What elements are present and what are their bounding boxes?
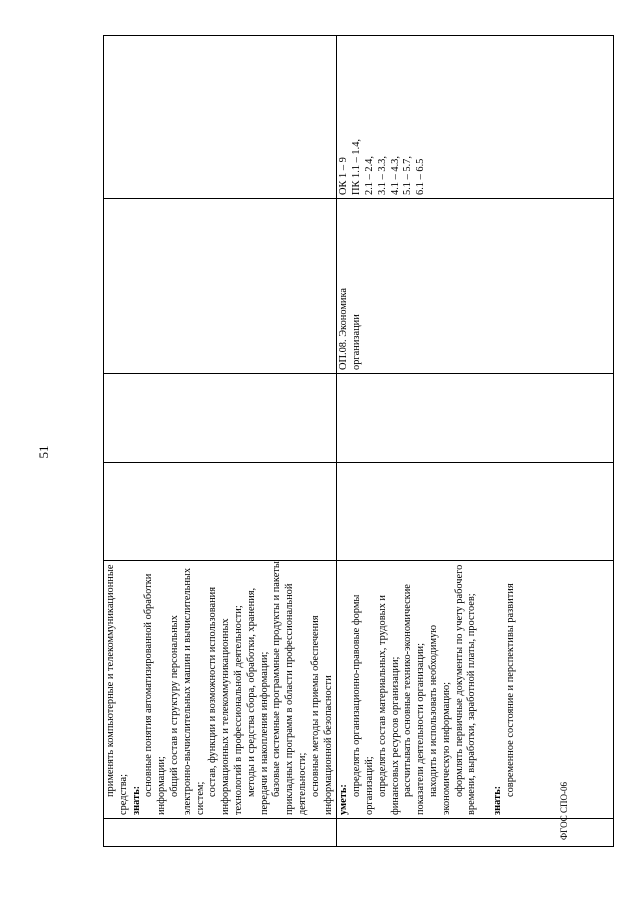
text-line: уметь:: [338, 784, 350, 815]
text-line: систем;: [194, 781, 206, 815]
text-line: определять организационно-правовые формы: [351, 594, 363, 797]
text-line: находить и использовать необходимую: [427, 624, 439, 797]
curriculum-table: [103, 35, 614, 847]
page-number: 51: [36, 445, 51, 459]
text-line: организаций;: [363, 756, 375, 815]
footer-standard-code: ФГОС СПО-06: [559, 782, 569, 840]
text-line: передачи и накопления информации;: [258, 651, 270, 815]
text-line: экономическую информацию;: [440, 681, 452, 815]
competency-cell: [337, 36, 614, 199]
text-line: методы и средства сбора, обработки, хранения,: [245, 587, 257, 797]
index-cell: [337, 819, 614, 847]
text-line: знать:: [130, 785, 142, 815]
text-line: определять состав материальных, трудовых и: [376, 595, 388, 797]
text-line: общий состав и структуру персональных: [168, 615, 180, 797]
text-line: знать:: [491, 785, 503, 815]
text-line: [479, 564, 492, 815]
text-line: деятельности;: [296, 752, 308, 815]
content-cell: [337, 561, 614, 819]
text-line: организации: [351, 314, 363, 370]
text-line: оформлять первичные документы по учету рабочего: [453, 564, 465, 797]
text-line: информационных и телекоммуникационных: [220, 618, 232, 815]
table-row: [337, 36, 614, 847]
text-line: основные понятия автоматизированной обработки: [143, 573, 155, 797]
table-row: [104, 36, 337, 847]
text-line: прикладных программ в области профессиональной: [284, 583, 296, 815]
text-line: электронно-вычислительных машин и вычислительных: [181, 567, 193, 815]
text-line: основные методы и приемы обеспечения: [309, 615, 321, 797]
text-line: 2.1 – 2.4,: [363, 156, 375, 195]
text-line: финансовых ресурсов организации;: [389, 656, 401, 815]
text-line: 6.1 – 6.5: [415, 158, 427, 195]
max-hours-cell: [104, 463, 337, 561]
text-line: состав, функции и возможности использования: [207, 586, 219, 797]
text-line: информации;: [156, 756, 168, 815]
text-line: ПК 1.1 – 1.4,: [351, 139, 363, 195]
mandatory-hours-cell: [104, 374, 337, 463]
max-hours-cell: [337, 463, 614, 561]
text-line: рассчитывать основные технико-экономические: [402, 584, 414, 797]
text-line: показатели деятельности организации;: [415, 643, 427, 815]
text-line: ОП.08. Экономика: [338, 288, 350, 370]
text-line: 4.1 – 4.3,: [389, 156, 401, 195]
text-line: 5.1 – 5.7,: [402, 156, 414, 195]
discipline-cell: [104, 199, 337, 374]
competency-cell: [104, 36, 337, 199]
text-line: 3.1 – 3.3,: [376, 156, 388, 195]
text-line: технологий в профессиональной деятельности;: [232, 605, 244, 815]
rotated-page-content: [103, 36, 581, 847]
text-line: применять компьютерные и телекоммуникационные: [105, 564, 116, 797]
text-line: ОК 1 – 9: [338, 157, 350, 195]
text-line: информационной безопасности: [322, 675, 334, 815]
text-line: времени, выработки, заработной платы, простоев;: [466, 593, 478, 815]
text-line: средства;: [117, 774, 129, 815]
discipline-cell: [337, 199, 614, 374]
text-line: базовые системные программные продукты и пакеты: [271, 561, 283, 797]
index-cell: [104, 819, 337, 847]
text-line: современное состояние и перспективы развития: [504, 583, 516, 797]
content-cell: [104, 561, 337, 819]
mandatory-hours-cell: [337, 374, 614, 463]
